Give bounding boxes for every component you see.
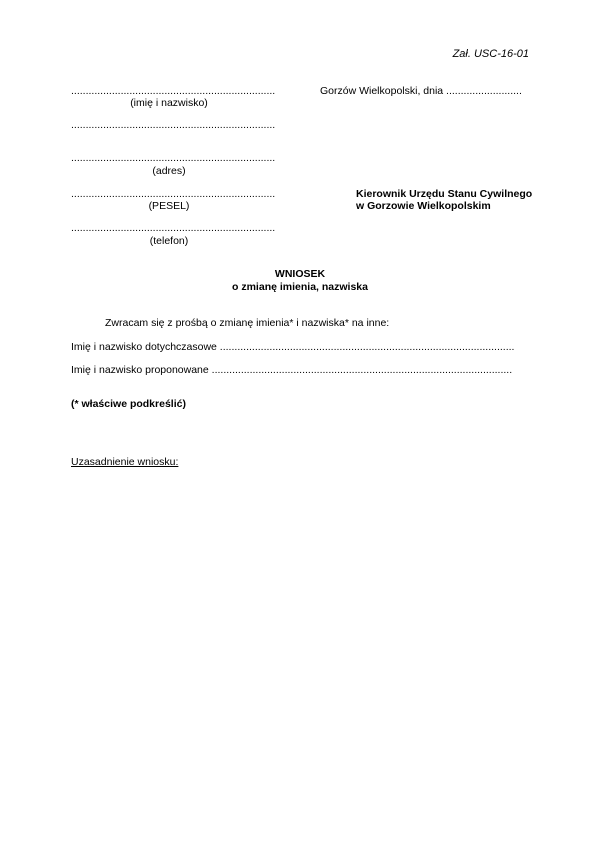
address-line-1: ...................................................................... xyxy=(71,119,276,131)
underline-note: (* właściwe podkreślić) xyxy=(71,398,186,410)
request-intro: Zwracam się z prośbą o zmianę imienia* i nazwiska* na inne: xyxy=(105,317,390,329)
document-title: WNIOSEK xyxy=(274,268,326,280)
address-label: (adres) xyxy=(152,165,186,177)
current-name-line: Imię i nazwisko dotychczasowe ..................................................................................................... xyxy=(71,341,515,353)
proposed-name-line: Imię i nazwisko proponowane ....................................................................................................... xyxy=(71,364,513,376)
form-reference: Zał. USC-16-01 xyxy=(452,48,529,60)
phone-label: (telefon) xyxy=(149,235,189,247)
recipient-line-2: w Gorzowie Wielkopolskim xyxy=(356,200,491,212)
address-line-2: ...................................................................... xyxy=(71,152,276,164)
document-subtitle: o zmianę imienia, nazwiska xyxy=(232,281,368,293)
place-date: Gorzów Wielkopolski, dnia .......................... xyxy=(320,85,522,97)
pesel-line: ...................................................................... xyxy=(71,188,276,200)
recipient-line-1: Kierownik Urzędu Stanu Cywilnego xyxy=(356,188,533,200)
phone-line: ...................................................................... xyxy=(71,222,276,234)
pesel-label: (PESEL) xyxy=(148,200,190,212)
name-label: (imię i nazwisko) xyxy=(130,97,208,109)
justification-heading: Uzasadnienie wniosku: xyxy=(71,456,179,468)
name-line: ...................................................................... xyxy=(71,85,276,97)
